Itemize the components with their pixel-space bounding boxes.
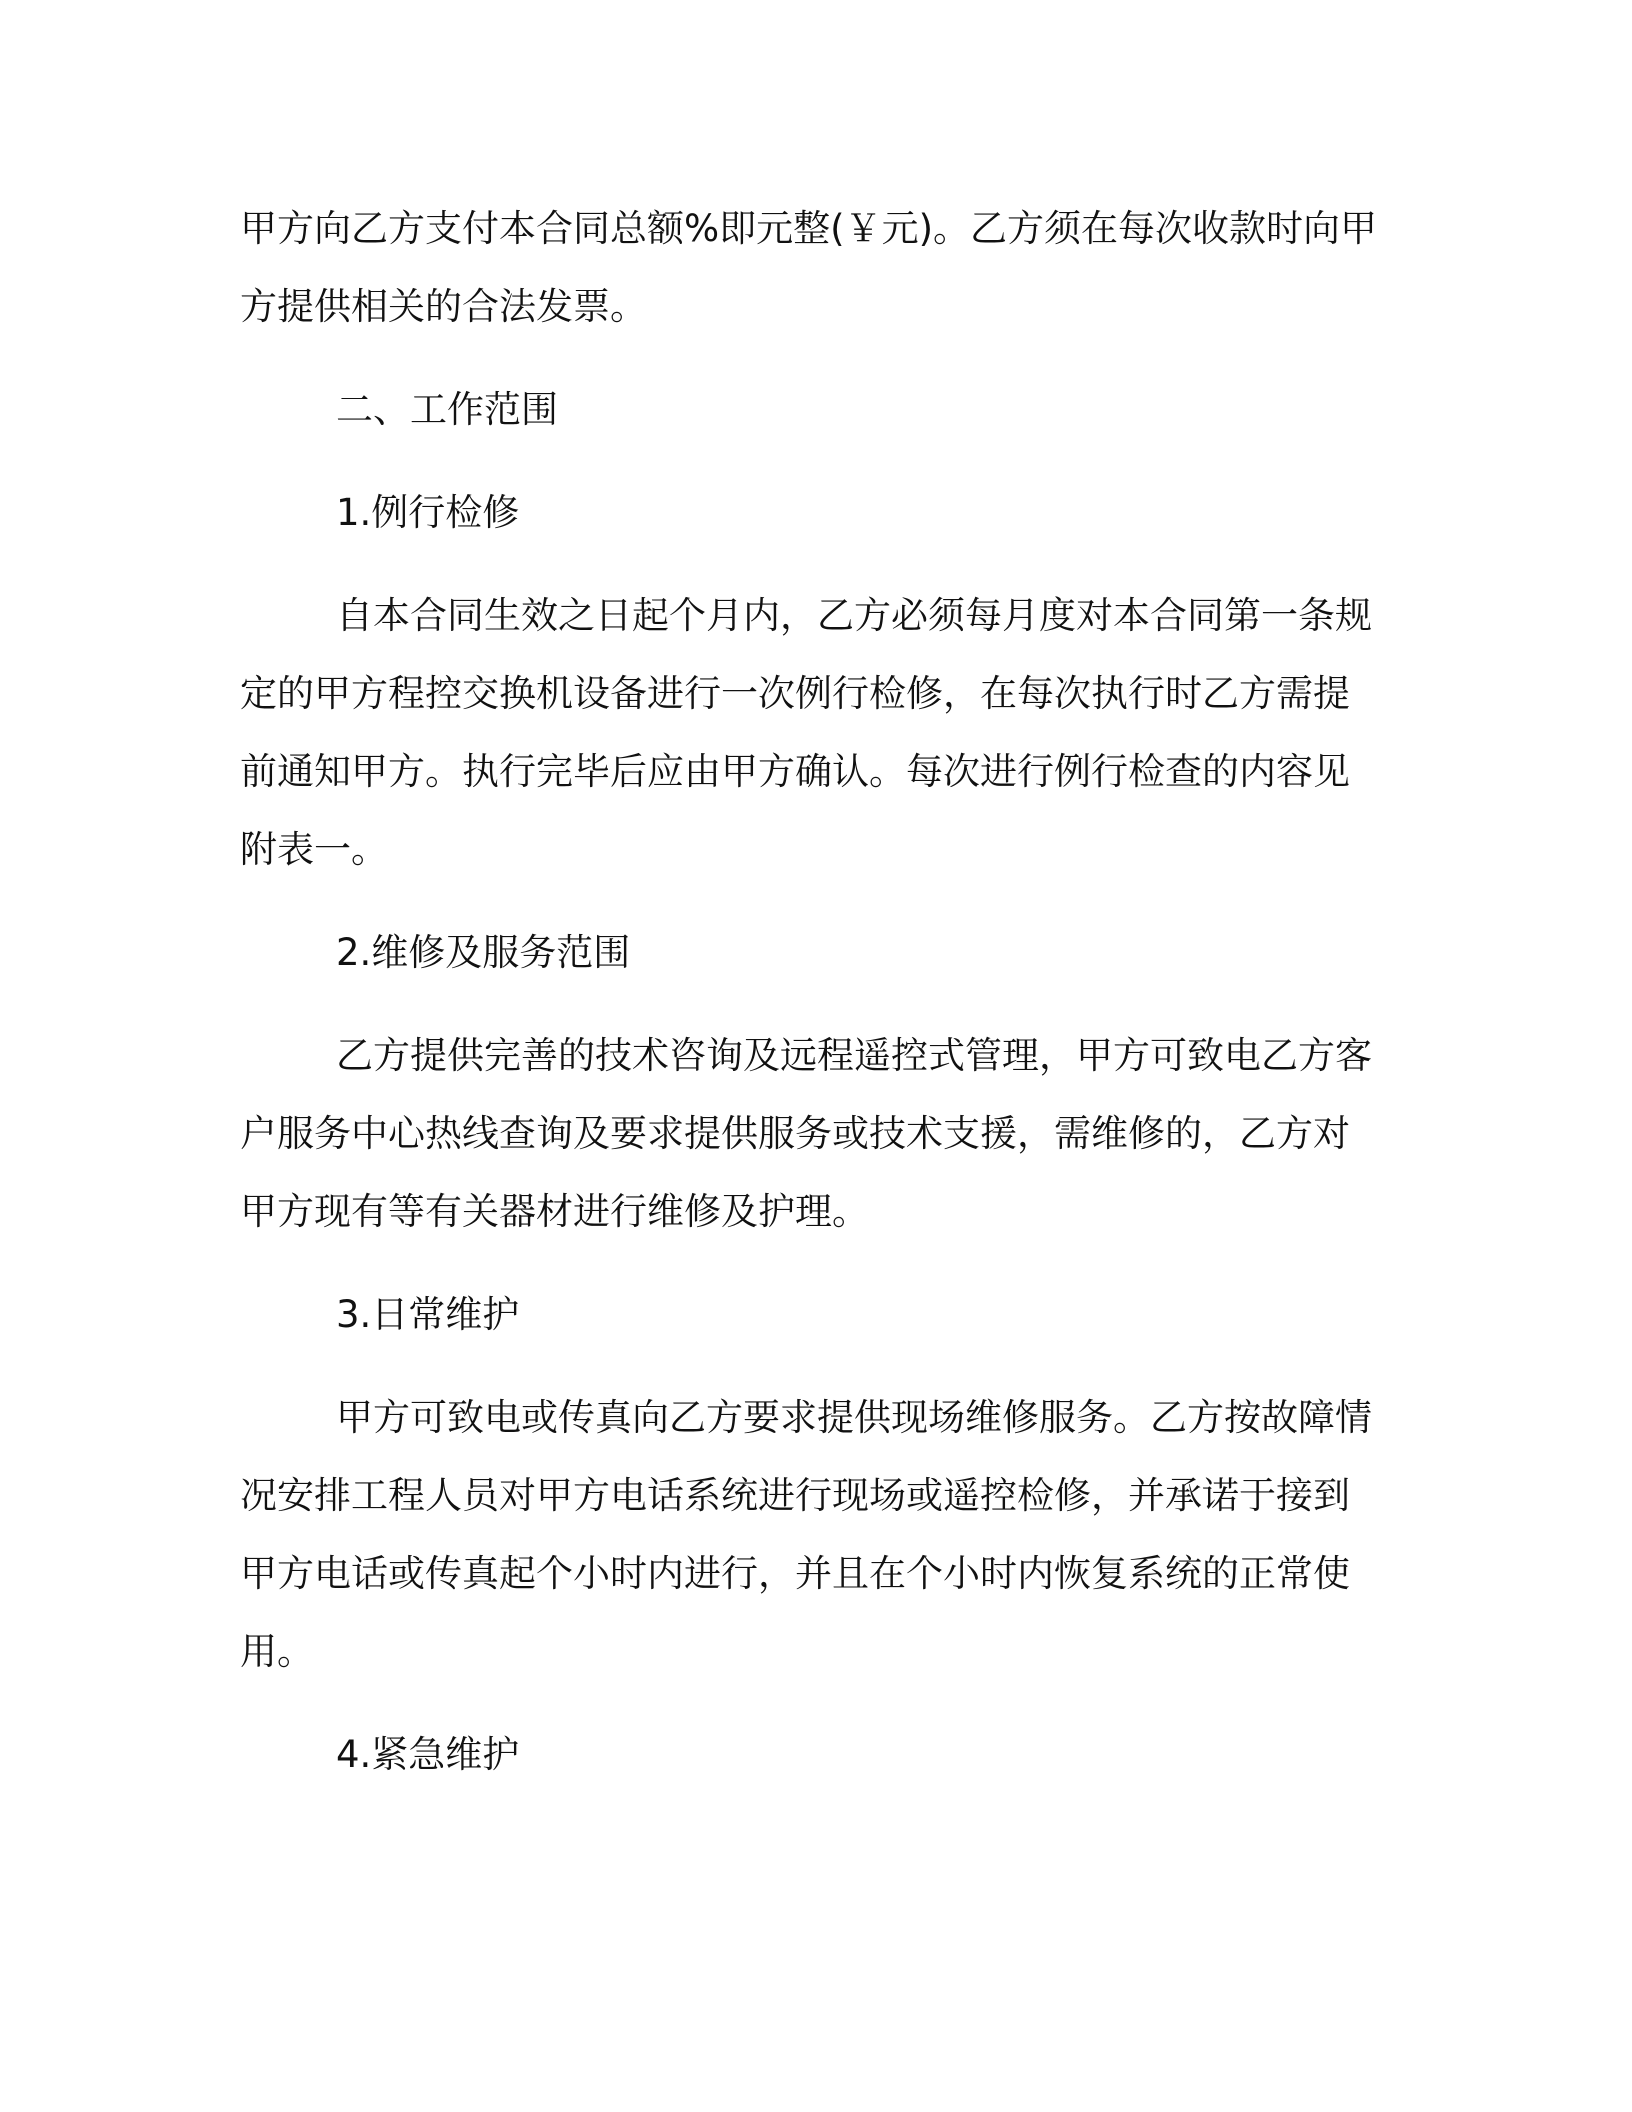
payment-paragraph: 甲方向乙方支付本合同总额%即元整(￥元)。乙方须在每次收款时向甲 方提供相关的合法发票。 bbox=[240, 207, 1378, 328]
daily-maintenance-paragraph: 甲方可致电或传真向乙方要求提供现场维修服务。乙方按故障情 况安排工程人员对甲方电话系统进行现场或遥控检修，并承诺于接到 甲方电话或传真起个小时内进行，并且在个小时内恢复系统的正常使 用。 bbox=[240, 1396, 1372, 1673]
subheading-repair-service-scope: 2.维修及服务范围 bbox=[336, 931, 631, 974]
repair-service-paragraph: 乙方提供完善的技术咨询及远程遥控式管理，甲方可致电乙方客 户服务中心热线查询及要求提供服务或技术支援，需维修的，乙方对 甲方现有等有关器材进行维修及护理。 bbox=[240, 1034, 1372, 1233]
document-body bbox=[240, 190, 1390, 1794]
subheading-emergency-maintenance: 4.紧急维护 bbox=[336, 1733, 520, 1776]
subheading-daily-maintenance: 3.日常维护 bbox=[336, 1293, 520, 1336]
section-heading-work-scope: 二、工作范围 bbox=[336, 388, 558, 431]
subheading-routine-inspection: 1.例行检修 bbox=[336, 491, 520, 534]
routine-inspection-paragraph: 自本合同生效之日起个月内，乙方必须每月度对本合同第一条规 定的甲方程控交换机设备进行一次例行检修，在每次执行时乙方需提 前通知甲方。执行完毕后应由甲方确认。每次进行例行检查的内容见 附表一。 bbox=[240, 594, 1372, 871]
